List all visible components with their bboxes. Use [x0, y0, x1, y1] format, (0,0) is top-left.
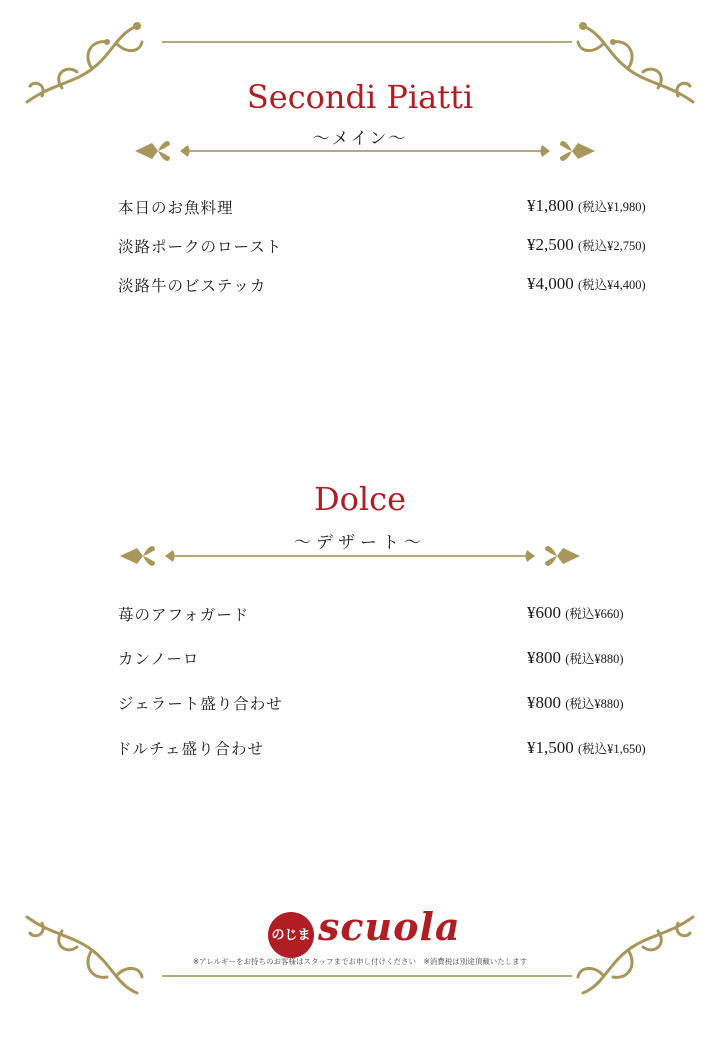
- menu-item-price: [527, 235, 646, 255]
- menu-item-price: [527, 738, 646, 758]
- section-subtitle-dessert: ～デザート～: [294, 533, 426, 553]
- section-subtitle-main: ～メイン～: [312, 129, 408, 149]
- price-tax-included: (税込¥1,650): [578, 742, 646, 756]
- price-value: ¥800: [527, 648, 561, 667]
- menu-item-name: 苺のアフォガード: [118, 606, 250, 624]
- price-tax-included: (税込¥880): [565, 697, 624, 711]
- menu-item-price: [527, 603, 624, 623]
- section-title-dolce: Dolce: [313, 480, 406, 518]
- menu-item-price: [527, 648, 624, 668]
- price-value: ¥1,500: [527, 738, 574, 757]
- menu-item-name: 淡路ポークのロースト: [118, 238, 283, 256]
- section-title-secondi: Secondi Piatti: [246, 78, 474, 116]
- divider-ornament-main: [130, 135, 600, 167]
- price-value: ¥1,800: [527, 196, 574, 215]
- price-tax-included: (税込¥2,750): [578, 239, 646, 253]
- corner-ornament-bottom-left: [22, 910, 152, 1005]
- menu-item-name: ジェラート盛り合わせ: [118, 695, 283, 713]
- price-value: ¥2,500: [527, 235, 574, 254]
- menu-item-name: 淡路牛のビステッカ: [118, 277, 267, 295]
- menu-item-name: 本日のお魚料理: [118, 199, 234, 217]
- price-tax-included: (税込¥660): [565, 607, 624, 621]
- divider-ornament-dessert: [115, 540, 585, 572]
- menu-item-price: [527, 693, 624, 713]
- menu-item-name: ドルチェ盛り合わせ: [116, 740, 265, 758]
- price-tax-included: (税込¥4,400): [578, 278, 646, 292]
- allergy-tax-notice: ※アレルギーをお持ちのお客様はスタッフまでお申し付けください ※消費税は別途頂戴いたします: [192, 957, 528, 966]
- price-value: ¥600: [527, 603, 561, 622]
- price-value: ¥4,000: [527, 274, 574, 293]
- price-tax-included: (税込¥1,980): [578, 200, 646, 214]
- logo-mark: のじま: [268, 912, 314, 958]
- menu-item-price: [527, 196, 646, 216]
- corner-ornament-bottom-right: [568, 910, 698, 1005]
- price-value: ¥800: [527, 693, 561, 712]
- menu-item-name: カンノーロ: [118, 650, 200, 668]
- bottom-rule: [162, 975, 572, 977]
- top-rule: [162, 41, 572, 43]
- logo-wordmark: scuola: [318, 904, 461, 949]
- price-tax-included: (税込¥880): [565, 652, 624, 666]
- menu-item-price: [527, 274, 646, 294]
